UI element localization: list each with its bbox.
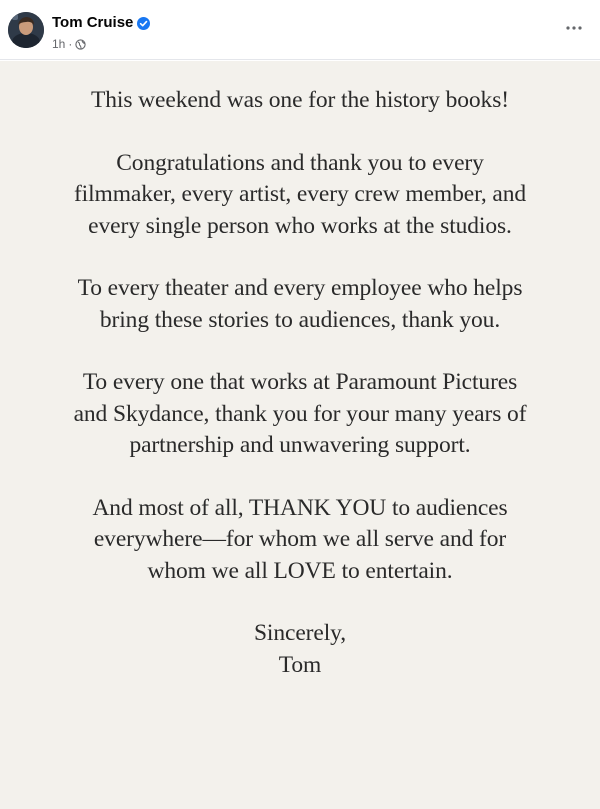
globe-icon[interactable]	[75, 39, 86, 50]
letter-paragraph-5: And most of all, THANK YOU to audiences everywhere—for whom we all serve and for whom we all LOVE to entertain.	[92, 494, 508, 584]
letter-paragraph-2: Congratulations and thank you to every filmmaker, every artist, every crew member, and every single person who works at the studios.	[73, 149, 527, 239]
letter-paragraph-4: To every one that works at Paramount Pictures and Skydance, thank you for your many years of partnership and unwavering support.	[73, 369, 527, 458]
letter-paragraph-3: To every theater and every employee who helps bring these stories to audiences, thank you.	[77, 275, 523, 333]
more-options-button[interactable]	[562, 16, 586, 40]
post-timestamp[interactable]: 1h	[52, 37, 66, 51]
letter-paragraph-1: This weekend was one for the history books!	[91, 87, 509, 113]
author-name[interactable]: Tom Cruise	[52, 14, 134, 31]
more-dots-icon	[566, 26, 582, 30]
post-meta	[52, 37, 86, 51]
letter-text	[0, 85, 600, 681]
author-row	[52, 14, 150, 32]
meta-separator: ·	[68, 37, 73, 51]
avatar[interactable]	[8, 12, 44, 48]
post-header	[0, 0, 600, 60]
verified-badge-icon	[137, 17, 150, 30]
letter-signoff: Sincerely, Tom	[253, 620, 347, 678]
